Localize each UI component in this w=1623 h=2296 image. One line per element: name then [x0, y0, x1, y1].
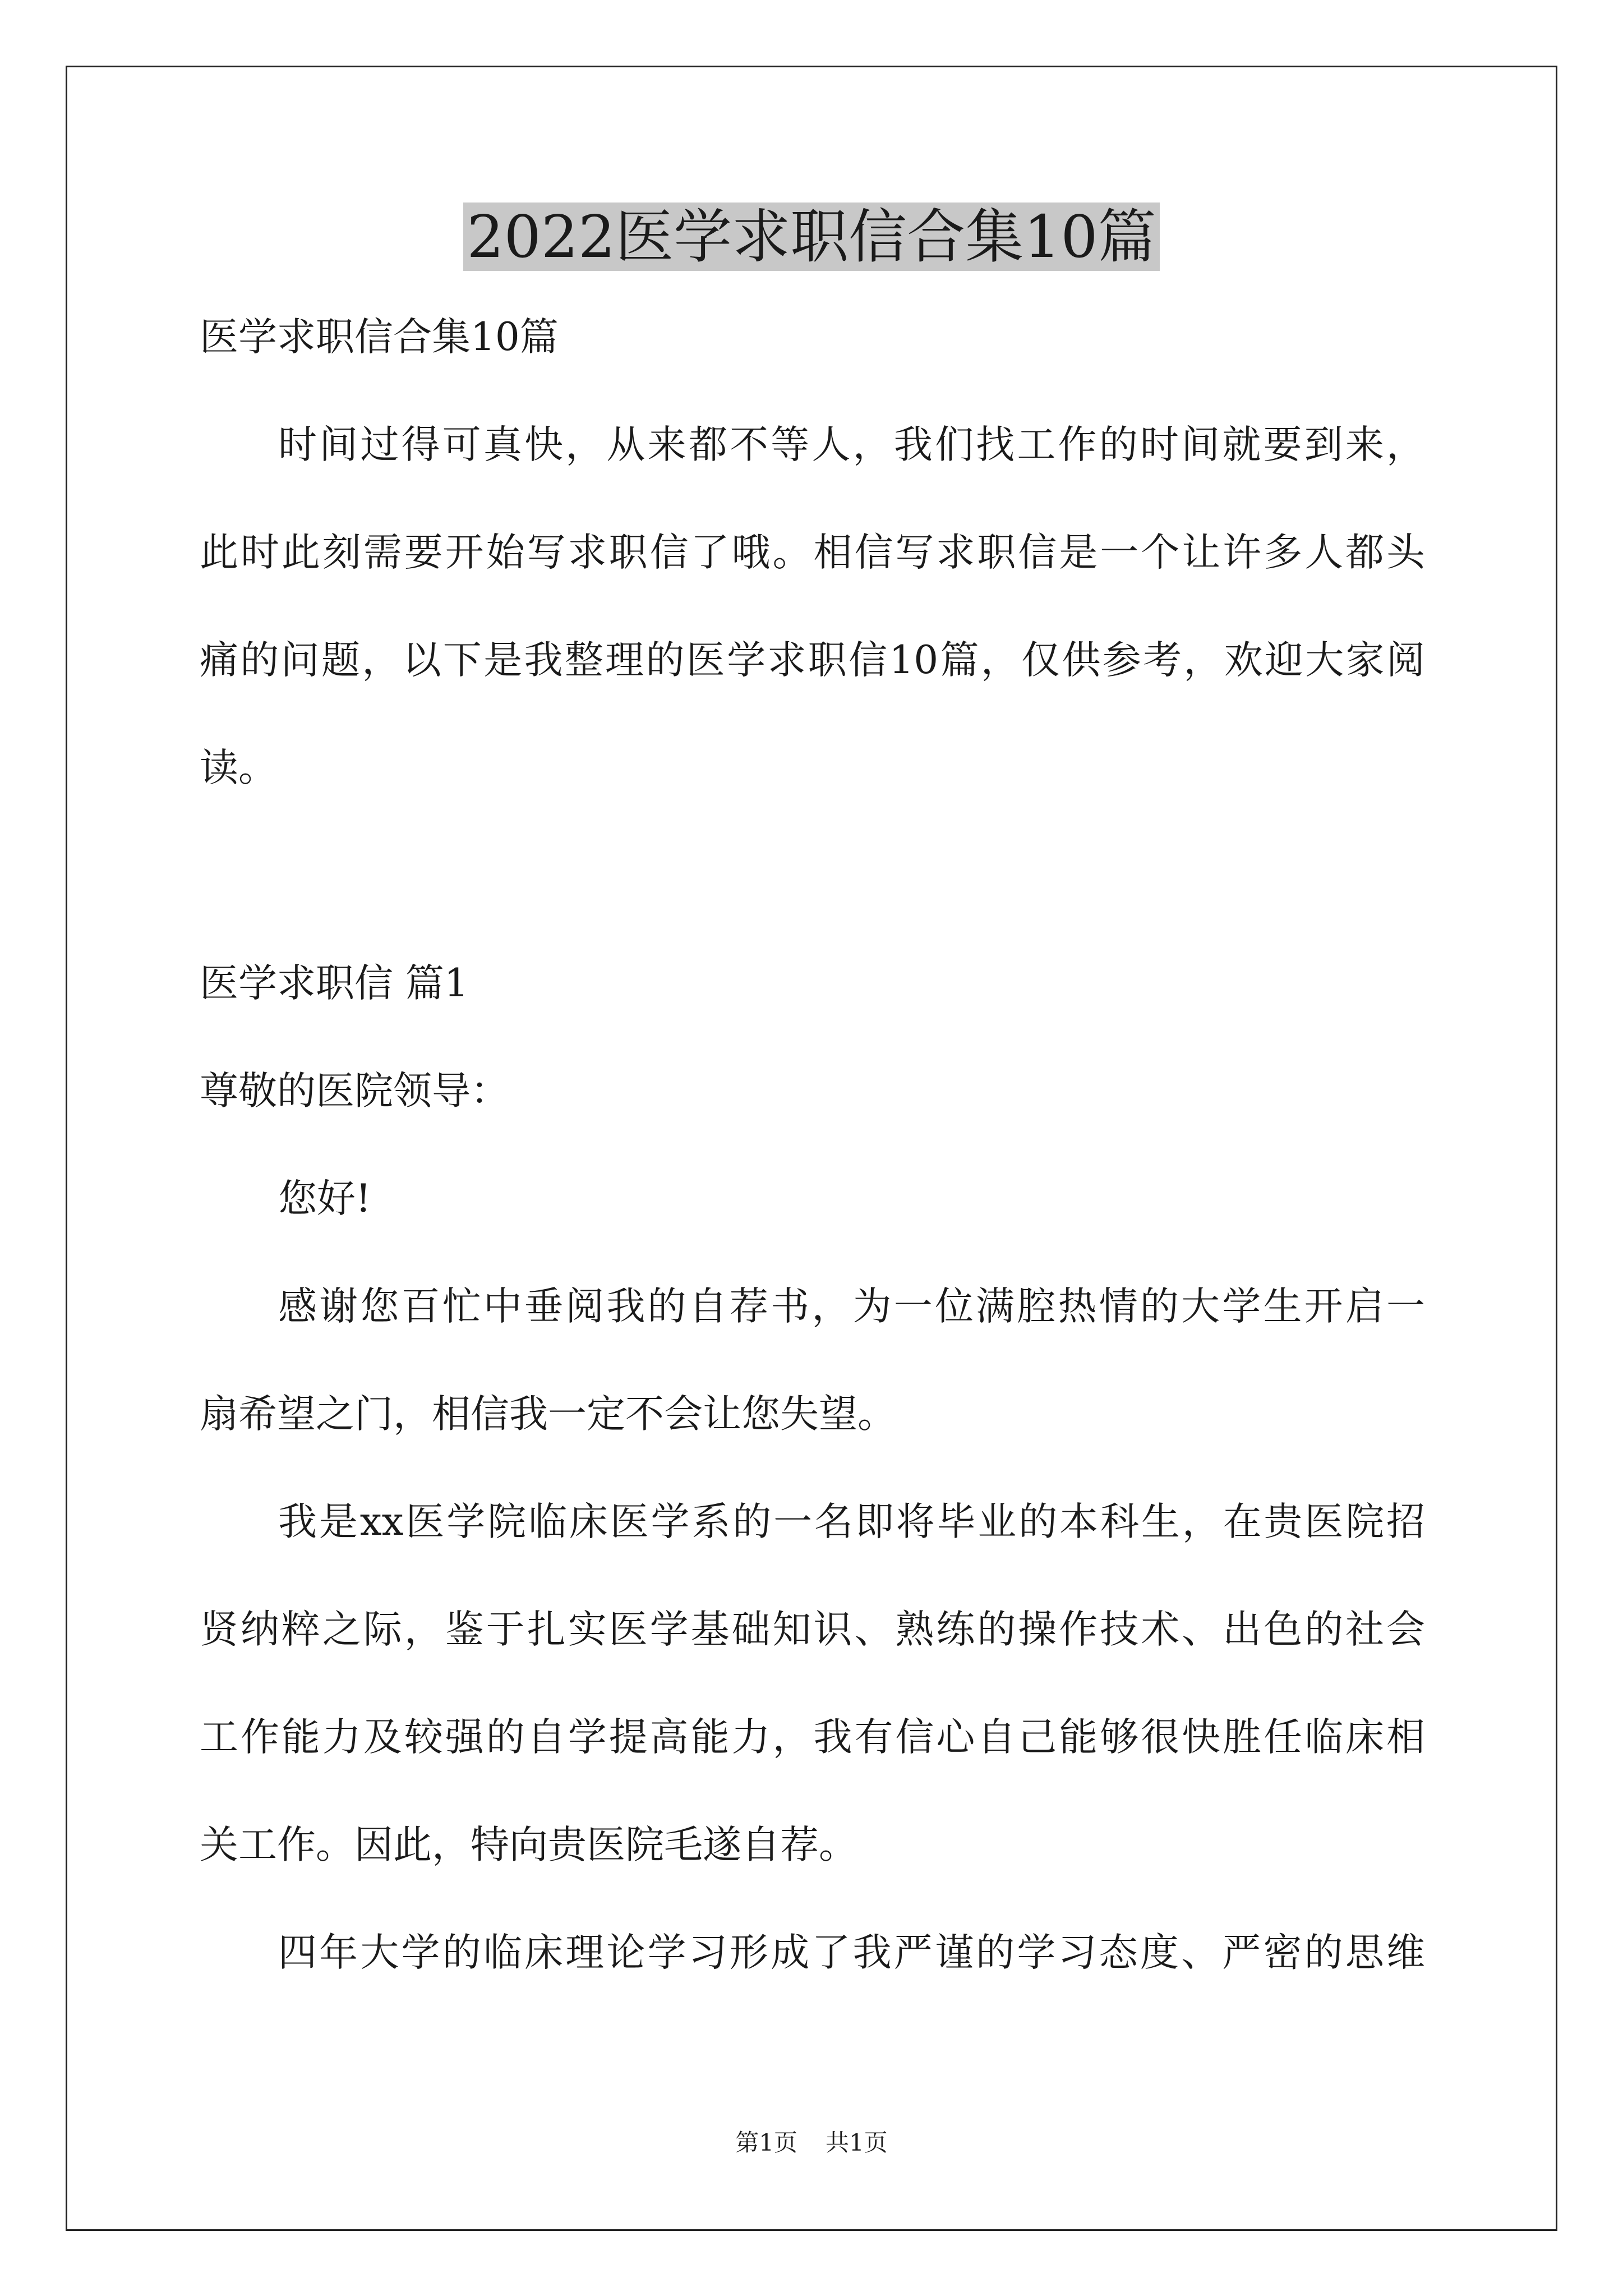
spacer	[200, 472, 1425, 526]
document-body	[200, 310, 1425, 1980]
spacer	[200, 579, 1425, 633]
spacer	[200, 1549, 1425, 1603]
paragraph-line: 关工作。因此，特向贵医院毛遂自荐。	[200, 1823, 857, 1867]
paragraph-line: 四年大学的临床理论学习形成了我严谨的学习态度、严密的思维	[278, 1930, 1425, 1975]
paragraph-line: 感谢您百忙中垂阅我的自荐书，为一位满腔热情的大学生开启一	[278, 1284, 1425, 1329]
paragraph-line: 扇希望之门，相信我一定不会让您失望。	[200, 1392, 896, 1437]
salutation: 尊敬的医院领导：	[200, 1069, 509, 1114]
page-footer	[0, 2126, 1623, 2160]
paragraph-line: 工作能力及较强的自学提高能力，我有信心自己能够很快胜任临床相	[200, 1715, 1425, 1760]
spacer	[200, 1333, 1425, 1387]
spacer	[200, 795, 1425, 903]
paragraph-line: 我是xx医学院临床医学系的一名即将毕业的本科生，在贵医院招	[278, 1499, 1425, 1544]
spacer	[200, 1441, 1425, 1495]
intro-line: 此时此刻需要开始写求职信了哦。相信写求职信是一个让许多人都头	[200, 530, 1425, 575]
spacer	[200, 687, 1425, 741]
spacer	[200, 1657, 1425, 1710]
intro-line: 时间过得可真快，从来都不等人，我们找工作的时间就要到来，	[278, 422, 1425, 467]
page-number: 第1页	[735, 2129, 797, 2156]
greeting: 您好!	[278, 1176, 371, 1221]
page-total: 共1页	[826, 2129, 888, 2156]
spacer	[200, 1764, 1425, 1818]
spacer	[200, 1118, 1425, 1172]
spacer	[200, 903, 1425, 956]
intro-line: 痛的问题，以下是我整理的医学求职信10篇，仅供参考，欢迎大家阅	[200, 638, 1425, 683]
spacer	[200, 364, 1425, 418]
document-title-text: 2022医学求职信合集10篇	[463, 203, 1159, 271]
document-title	[0, 197, 1623, 276]
spacer	[200, 1010, 1425, 1064]
spacer	[200, 1226, 1425, 1280]
section-heading: 医学求职信 篇1	[200, 961, 469, 1006]
spacer	[200, 1872, 1425, 1926]
intro-line: 读。	[200, 746, 277, 790]
document-subtitle: 医学求职信合集10篇	[200, 315, 559, 360]
paragraph-line: 贤纳粹之际，鉴于扎实医学基础知识、熟练的操作技术、出色的社会	[200, 1607, 1425, 1652]
